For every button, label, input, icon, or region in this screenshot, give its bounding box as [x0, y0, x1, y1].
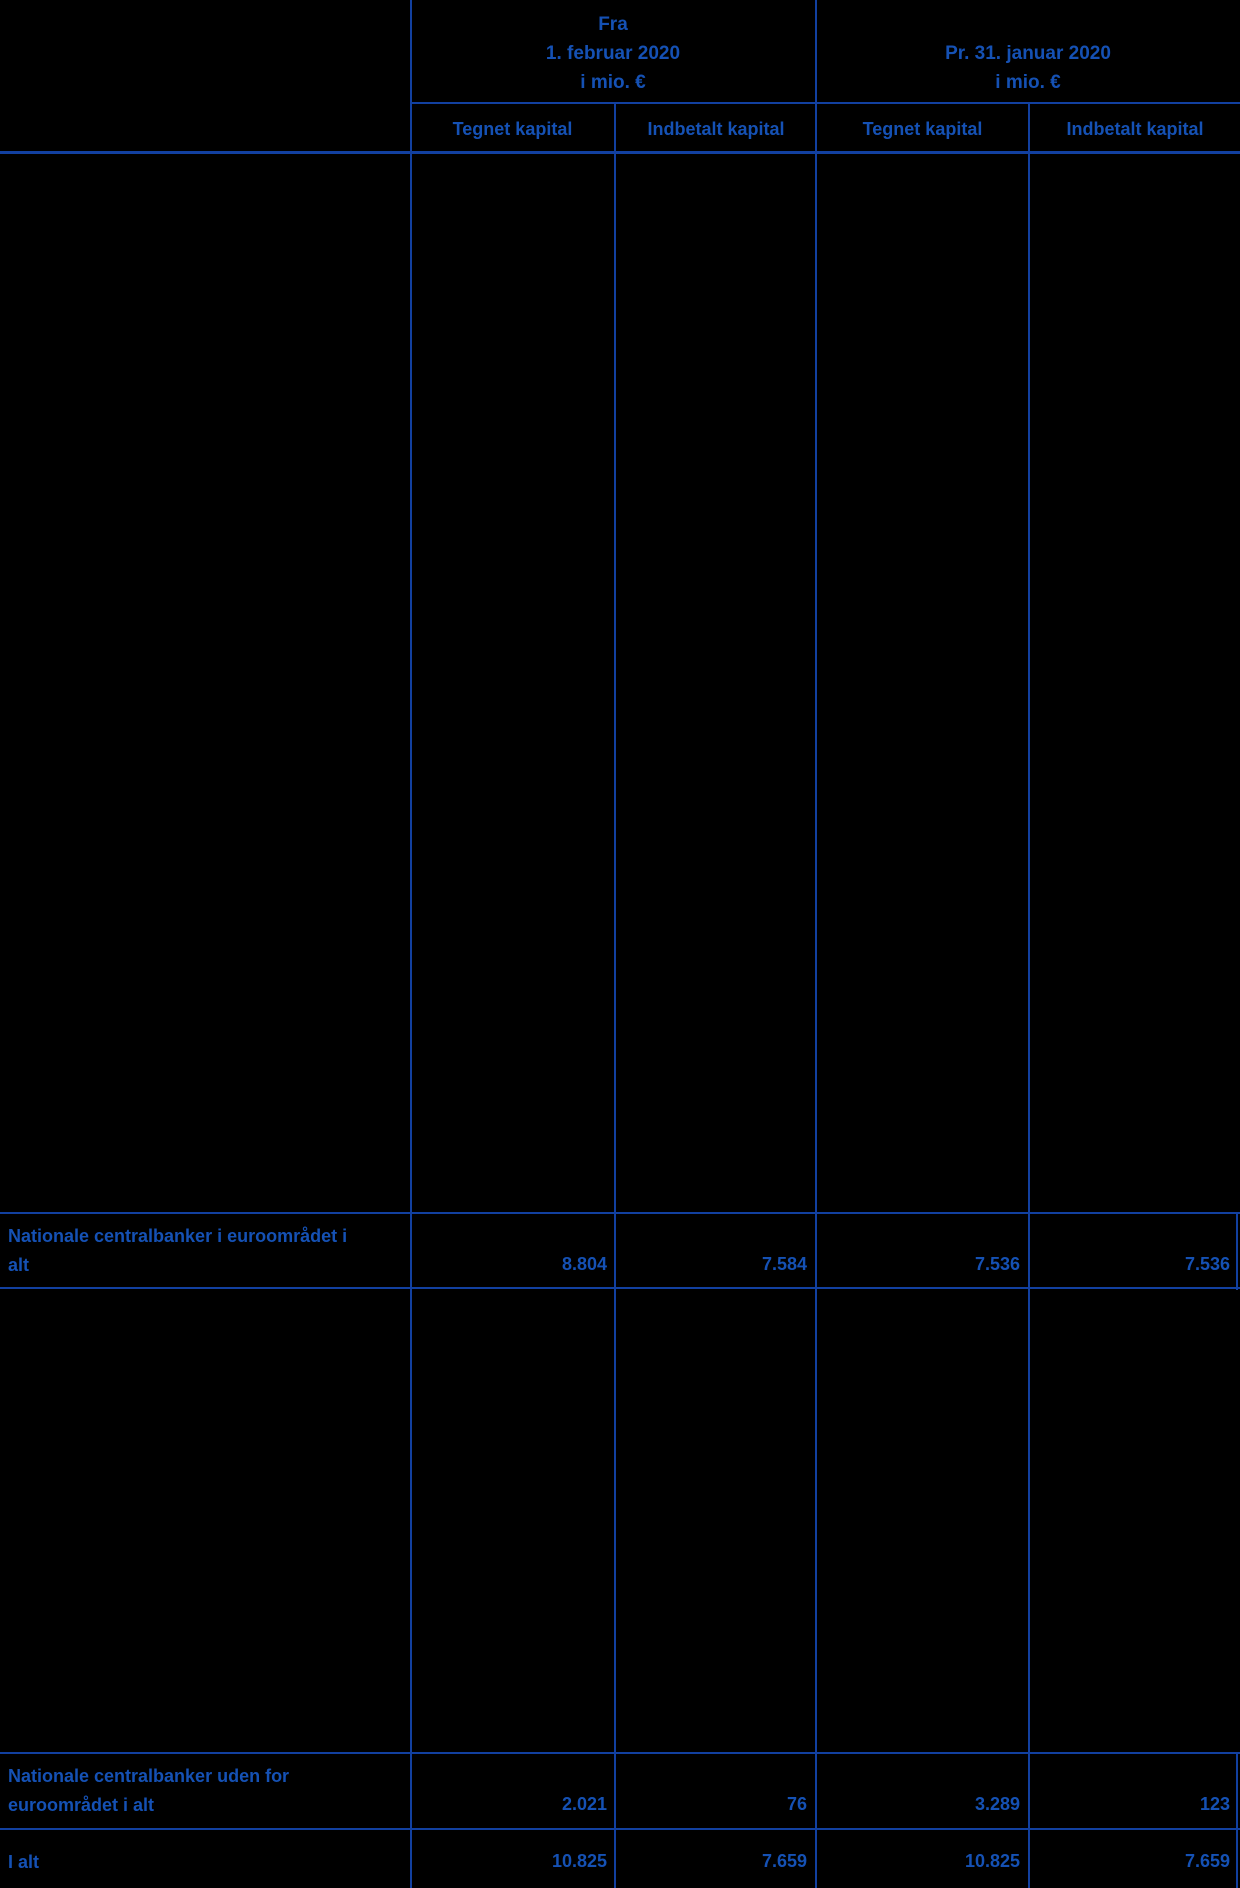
- rule-under-column-headers: [0, 151, 1240, 154]
- rule-above-eurozone-total-row: [0, 1212, 1240, 1214]
- period-header-from-1-feb-2020: [410, 10, 816, 97]
- rule-above-non-eurozone-total-row: [0, 1752, 1240, 1754]
- period-header-line: Fra: [598, 14, 628, 35]
- cell-grand-total-tegnet-per-jan: 10.825: [964, 1851, 1020, 1871]
- period-header-line: 1. februar 2020: [545, 43, 681, 64]
- column-divider-col3-col4: [1028, 103, 1030, 1888]
- period-header-line: i mio. €: [580, 72, 646, 93]
- row-label-non-eurozone-total: Nationale centralbanker uden for euroområdet i alt: [8, 1766, 290, 1815]
- cell-non-eurozone-indbetalt-from-feb: 76: [786, 1794, 807, 1814]
- row-label-grand-total: I alt: [8, 1852, 40, 1872]
- cell-eurozone-tegnet-per-jan: 7.536: [974, 1254, 1020, 1274]
- cell-grand-total-indbetalt-from-feb: 7.659: [761, 1851, 807, 1871]
- column-divider-col1-col2: [614, 103, 616, 1888]
- cell-non-eurozone-tegnet-from-feb: 2.021: [561, 1794, 607, 1814]
- right-border-bottom-rows: [1236, 1752, 1238, 1888]
- cell-eurozone-tegnet-from-feb: 8.804: [561, 1254, 607, 1274]
- rule-above-grand-total-row: [0, 1828, 1240, 1830]
- row-label-eurozone-total: Nationale centralbanker i euroområdet i alt: [8, 1226, 348, 1275]
- column-header-indbetalt-kapital-2: Indbetalt kapital: [1066, 119, 1204, 139]
- cell-eurozone-indbetalt-from-feb: 7.584: [761, 1254, 807, 1274]
- period-header-per-31-jan-2020: [816, 39, 1240, 97]
- column-header-tegnet-kapital-1: Tegnet kapital: [452, 119, 573, 139]
- rule-below-eurozone-total-row: [0, 1287, 1240, 1289]
- period-header-line: i mio. €: [995, 72, 1061, 93]
- cell-grand-total-tegnet-from-feb: 10.825: [551, 1851, 607, 1871]
- rule-under-period-headers: [410, 102, 1240, 104]
- column-divider-label-col1: [410, 0, 412, 1888]
- period-header-line: Pr. 31. januar 2020: [945, 43, 1111, 64]
- cell-non-eurozone-tegnet-per-jan: 3.289: [974, 1794, 1020, 1814]
- column-header-indbetalt-kapital-1: Indbetalt kapital: [647, 119, 785, 139]
- cell-eurozone-indbetalt-per-jan: 7.536: [1184, 1254, 1230, 1274]
- right-border-eurozone-total-row: [1236, 1212, 1238, 1290]
- group-divider-col2-col3: [815, 0, 817, 1888]
- cell-grand-total-indbetalt-per-jan: 7.659: [1184, 1851, 1230, 1871]
- column-header-tegnet-kapital-2: Tegnet kapital: [862, 119, 983, 139]
- cell-non-eurozone-indbetalt-per-jan: 123: [1199, 1794, 1230, 1814]
